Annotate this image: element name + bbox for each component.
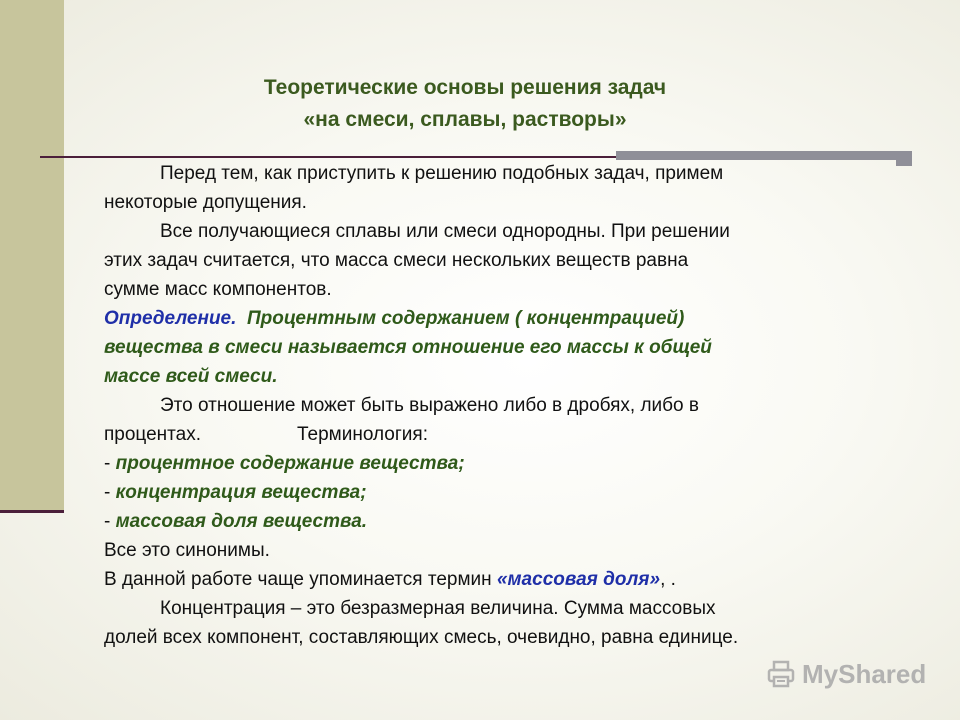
term-text: массовая доля вещества. (115, 511, 368, 532)
definition-text: вещества в смеси называется отношение его массы к общей (104, 337, 712, 358)
slide-title (150, 72, 780, 136)
term-dash: - (104, 453, 116, 474)
left-decor-band (0, 0, 64, 512)
term-item (104, 449, 924, 478)
definition-text: массе всей смеси. (104, 366, 278, 387)
term-text: концентрация вещества; (115, 482, 367, 503)
terminology-label: Терминология: (297, 424, 428, 445)
printer-icon (766, 659, 796, 689)
paragraph-text: В данной работе чаще упоминается термин (104, 569, 497, 590)
paragraph-line: долей всех компонент, составляющих смесь, очевидно, равна единице. (104, 627, 739, 648)
definition-text: Процентным содержанием ( концентрацией) (246, 308, 685, 329)
paragraph-line: Все это синонимы. (104, 540, 270, 561)
term-text: процентное содержание вещества; (115, 453, 465, 474)
paragraph-line: Перед тем, как приступить к решению подобных задач, примем (160, 163, 724, 184)
highlight-term: «массовая доля» (496, 569, 661, 590)
term-item (104, 507, 924, 536)
paragraph-line: некоторые допущения. (104, 192, 307, 213)
paragraph-line: Это отношение может быть выражено либо в дробях, либо в (160, 395, 699, 416)
definition-line (104, 304, 924, 333)
paragraph-line: сумме масс компонентов. (104, 279, 332, 300)
term-item (104, 478, 924, 507)
watermark (766, 657, 926, 691)
watermark-text: MyShared (802, 658, 927, 689)
left-decor-underline (0, 510, 64, 513)
slide-body (104, 159, 924, 652)
definition-label: Определение. (104, 308, 237, 329)
paragraph-text: , . (660, 569, 676, 590)
title-line-2: «на смеси, сплавы, растворы» (303, 108, 627, 131)
title-line-1: Теоретические основы решения задач (263, 76, 667, 99)
paragraph-text: процентах. (104, 424, 201, 445)
paragraph-line: этих задач считается, что масса смеси нескольких веществ равна (104, 250, 689, 271)
term-dash: - (104, 511, 116, 532)
paragraph-line (104, 565, 924, 594)
paragraph-line: Все получающиеся сплавы или смеси однородны. При решении (160, 221, 730, 242)
term-dash: - (104, 482, 116, 503)
paragraph-line: Концентрация – это безразмерная величина. Сумма массовых (160, 598, 716, 619)
paragraph-line (104, 420, 924, 449)
